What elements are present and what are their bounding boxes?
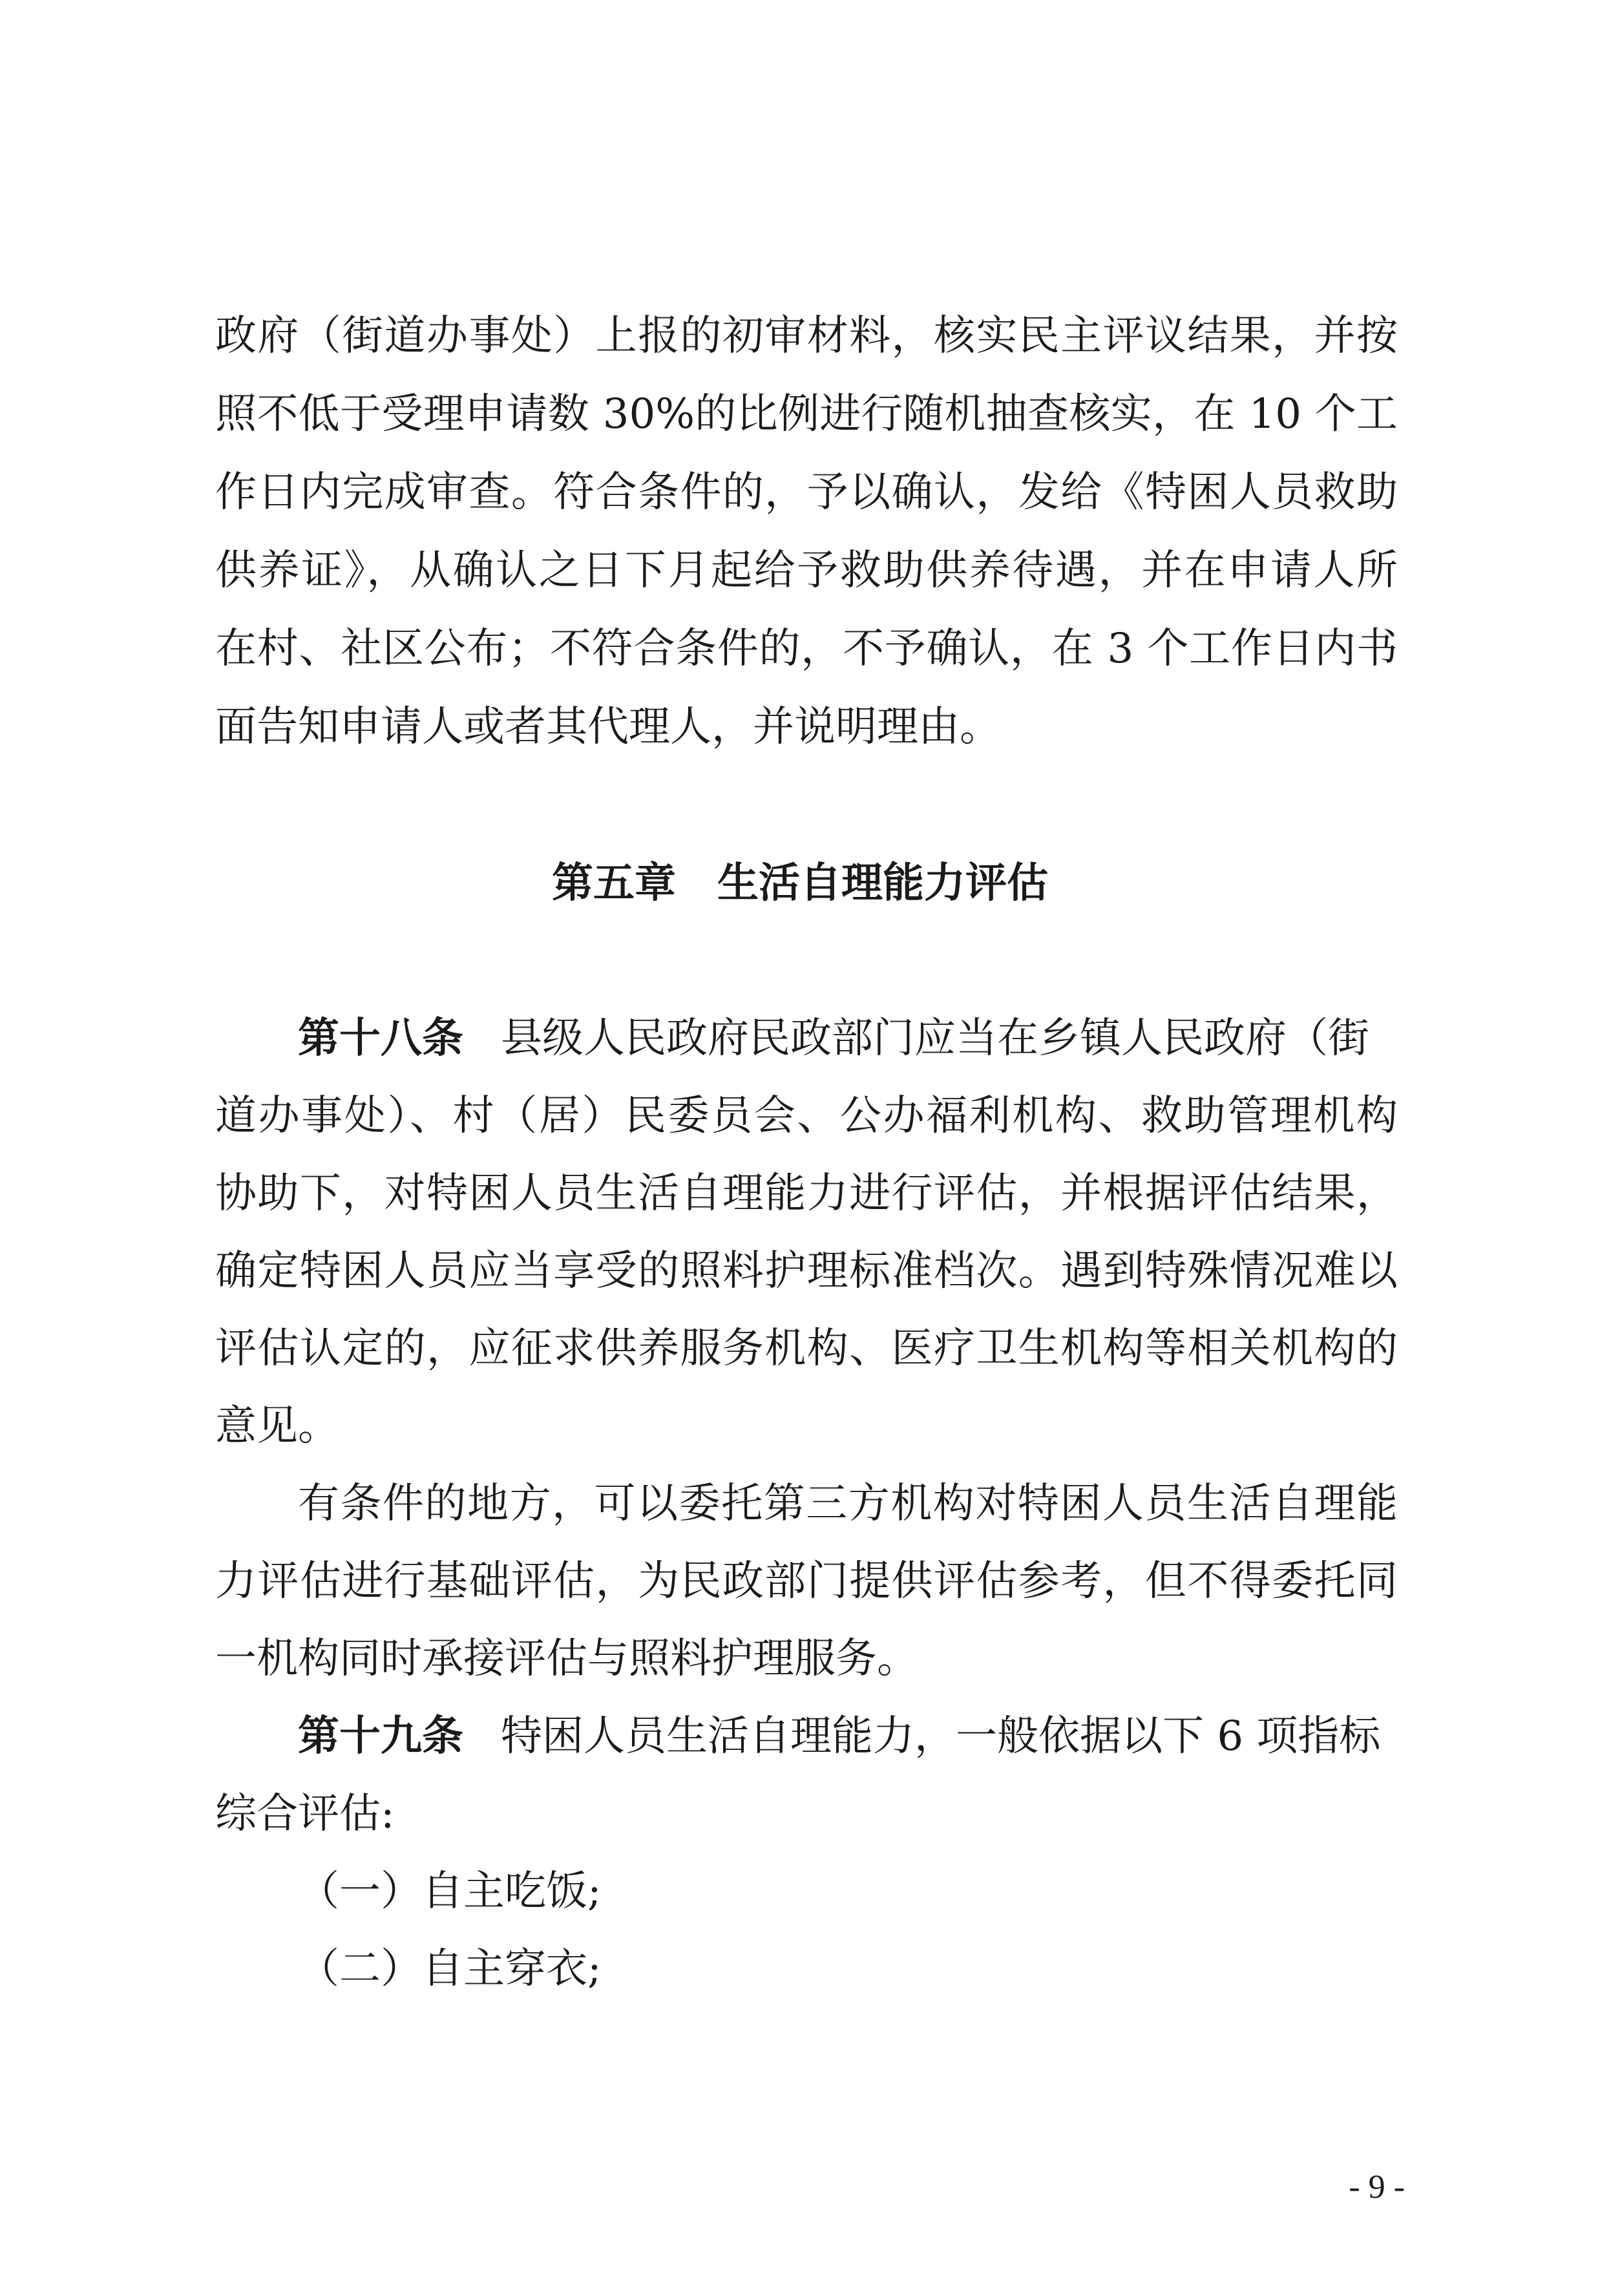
paragraph-line: 有条件的地方，可以委托第三方机构对特困人员生活自理能 bbox=[298, 1480, 1398, 1528]
article-18-first-line bbox=[298, 1003, 1398, 1074]
article-18-label: 第十八条 bbox=[298, 1015, 463, 1062]
article-19-text: 特困人员生活自理能力，一般依据以下 6 项指标 bbox=[501, 1712, 1381, 1760]
paragraph-line: 道办事处）、村（居）民委员会、公办福利机构、救助管理机构 bbox=[215, 1092, 1398, 1140]
paragraph-line: 一机构同时承接评估与照料护理服务。 bbox=[215, 1635, 918, 1683]
paragraph-line: 政府（街道办事处）上报的初审材料，核实民主评议结果，并按 bbox=[215, 312, 1398, 360]
chapter-title: 生活自理能力评估 bbox=[717, 859, 1048, 907]
paragraph-line: 综合评估: bbox=[215, 1790, 395, 1838]
chapter-heading bbox=[0, 848, 1600, 919]
article-18-text: 县级人民政府民政部门应当在乡镇人民政府（街 bbox=[501, 1015, 1369, 1062]
paragraph-line: 确定特困人员应当享受的照料护理标准档次。遇到特殊情况难以 bbox=[215, 1247, 1398, 1295]
paragraph-line: 力评估进行基础评估，为民政部门提供评估参考，但不得委托同 bbox=[215, 1557, 1398, 1605]
list-item: （一）自主吃饭; bbox=[298, 1868, 602, 1915]
chapter-number: 第五章 bbox=[552, 859, 676, 907]
page-number: - 9 - bbox=[1349, 2169, 1405, 2206]
paragraph-line: 意见。 bbox=[215, 1402, 339, 1450]
article-19-label: 第十九条 bbox=[298, 1712, 463, 1760]
paragraph-line: 协助下，对特困人员生活自理能力进行评估，并根据评估结果， bbox=[215, 1170, 1398, 1217]
paragraph-line: 供养证》，从确认之日下月起给予救助供养待遇，并在申请人所 bbox=[215, 547, 1398, 595]
paragraph-line: 评估认定的，应征求供养服务机构、医疗卫生机构等相关机构的 bbox=[215, 1325, 1398, 1373]
list-item: （二）自主穿衣; bbox=[298, 1945, 602, 1993]
paragraph-line: 在村、社区公布；不符合条件的，不予确认，在 3 个工作日内书 bbox=[215, 625, 1398, 673]
paragraph-line: 面告知申请人或者其代理人，并说明理由。 bbox=[215, 703, 1001, 751]
article-19-first-line bbox=[298, 1701, 1398, 1772]
paragraph-line: 照不低于受理申请数 30%的比例进行随机抽查核实，在 10 个工 bbox=[215, 390, 1398, 438]
paragraph-line: 作日内完成审查。符合条件的，予以确认，发给《特困人员救助 bbox=[215, 469, 1398, 516]
